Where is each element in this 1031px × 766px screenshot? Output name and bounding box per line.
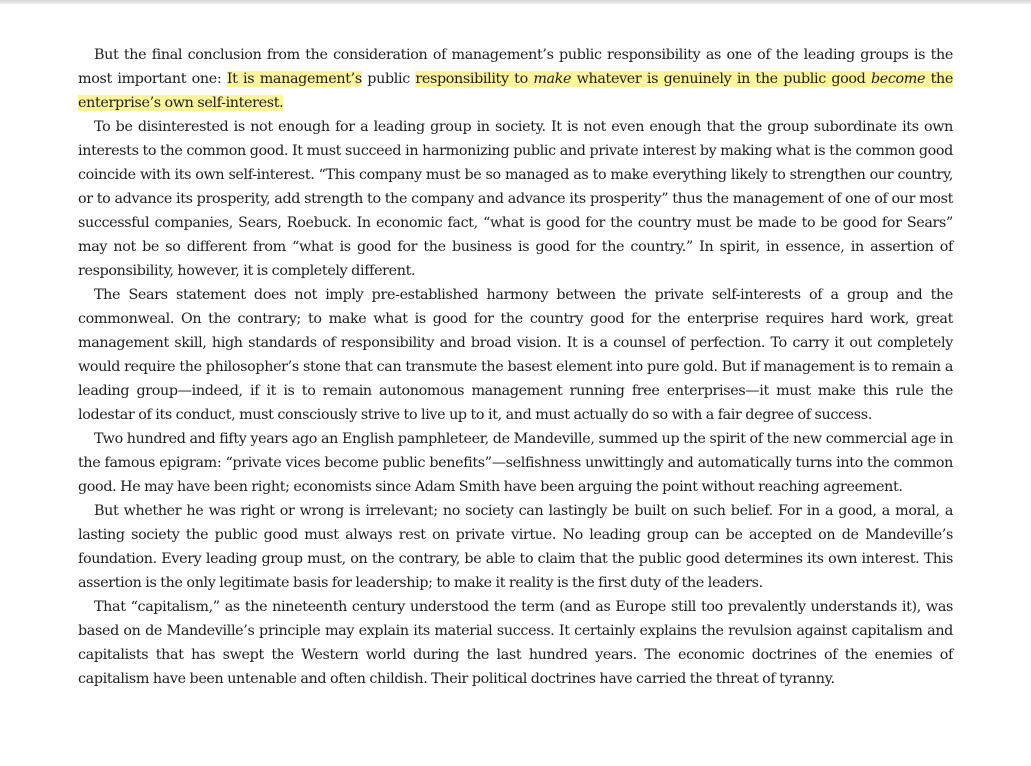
text-segment: But whether he was right or wrong is irrelevant; no society can lastingly be built on such belief. For in a good, a moral, a lasting society the public good must always rest on private virtue. No leading group can be accepted on de Mandeville’s foundation. Every leading group must, on the contrary, be able to claim that the public good determines its own interest. This assertion is the only legitimate basis for leadership; to make it reality is the first duty of the leaders. bbox=[78, 503, 953, 591]
highlighted-text: become bbox=[870, 71, 926, 87]
text-segment: That “capitalism,” as the nineteenth century understood the term (and as Europe still too prevalently understands it), was based on de Mandeville’s principle may explain its material success. It certainly explains the revulsion against capitalism and capitalists that has swept the Western world during the last hundred years. The economic doctrines of the enemies of capitalism have been untenable and often childish. Their political doctrines have carried the threat of tyranny. bbox=[78, 599, 953, 687]
document-page bbox=[78, 43, 953, 691]
highlighted-text: It is management’s bbox=[226, 71, 362, 87]
text-segment: Two hundred and fifty years ago an English pamphleteer, de Mandeville, summed up the spirit of the new commercial age in the famous epigram: “private vices become public benefits”—selfishness unwittingly and automatically turns into the common good. He may have been right; economists since Adam Smith have been arguing the point without reaching agreement. bbox=[78, 431, 953, 495]
highlighted-text: make bbox=[533, 71, 572, 87]
highlighted-text: responsibility to bbox=[415, 71, 534, 87]
highlighted-text: the enterprise’s own self-interest. bbox=[78, 71, 953, 111]
paragraph bbox=[78, 499, 953, 595]
highlighted-text: whatever is genuinely in the public good bbox=[571, 71, 871, 87]
text-segment: The Sears statement does not imply pre-established harmony between the private self-interests of a group and the commonweal. On the contrary; to make what is good for the country good for the enterprise requires hard work, great management skill, high standards of responsibility and broad vision. It is a counsel of perfection. To carry it out completely would require the philosopher’s stone that can transmute the basest element into pure gold. But if management is to remain a leading group—indeed, if it is to remain autonomous management running free enterprises—it must make this rule the lodestar of its conduct, must consciously strive to live up to it, and must actually do so with a fair degree of success. bbox=[78, 287, 953, 423]
paragraph bbox=[78, 115, 953, 283]
paragraph bbox=[78, 283, 953, 427]
text-segment: To be disinterested is not enough for a leading group in society. It is not even enough that the group subordinate its own interests to the common good. It must succeed in harmonizing public and private interest by making what is the common good coincide with its own self-interest. “This company must be so managed as to make everything likely to strengthen our country, or to advance its prosperity, add strength to the company and advance its prosperity” thus the management of one of our most successful companies, Sears, Roebuck. In economic fact, “what is good for the country must be made to be good for Sears” may not be so different from “what is good for the business is good for the country.” In spirit, in essence, in assertion of responsibility, however, it is completely different. bbox=[78, 119, 953, 279]
window-top-edge bbox=[0, 0, 1031, 4]
text-segment: But the final conclusion from the consideration of management’s public responsibility as one of the leading groups is the most important one: bbox=[78, 47, 953, 87]
text-segment: public bbox=[361, 71, 416, 87]
paragraph bbox=[78, 595, 953, 691]
paragraph bbox=[78, 43, 953, 115]
paragraph bbox=[78, 427, 953, 499]
